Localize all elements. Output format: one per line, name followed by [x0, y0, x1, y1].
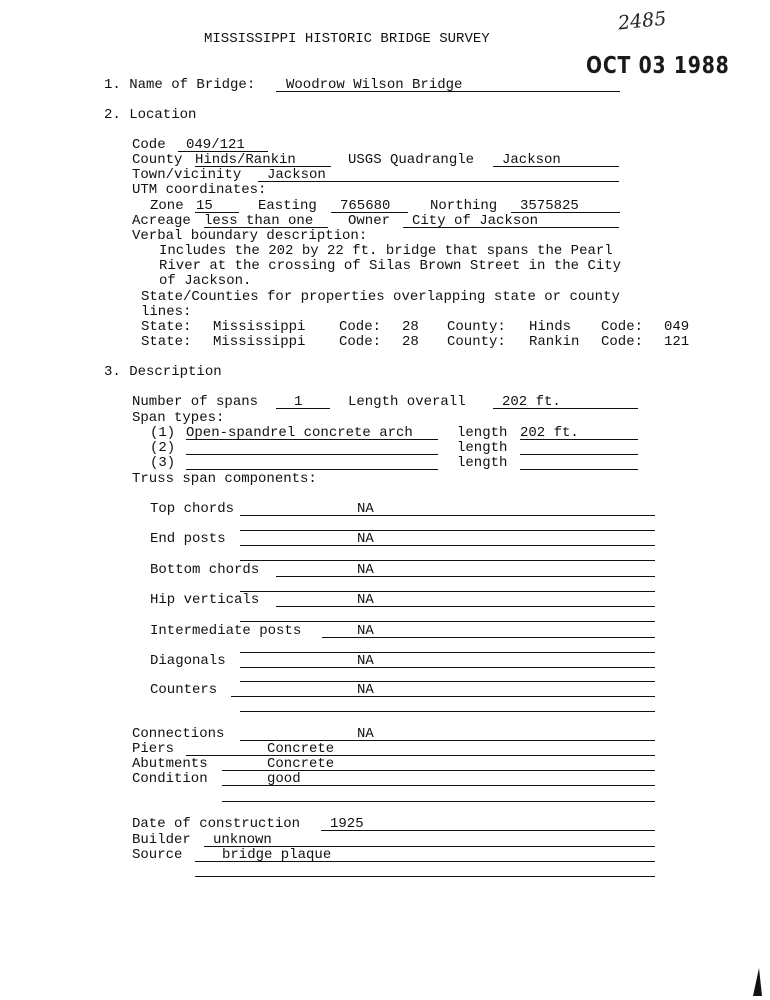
section-3-label: 3. Description — [104, 364, 222, 380]
source-value: bridge plaque — [222, 847, 332, 863]
northing-value: 3575825 — [520, 198, 579, 214]
truss-underline — [276, 606, 655, 607]
truss-underline — [240, 545, 655, 546]
truss-component-value: NA — [357, 682, 374, 698]
span-length-label: length — [457, 455, 508, 471]
town-value: Jackson — [267, 167, 326, 183]
section-2-label: 2. Location — [104, 107, 197, 123]
state-row-state: Mississippi — [213, 319, 306, 335]
state-row-state-label: State: — [141, 319, 192, 335]
truss-component-value: NA — [357, 653, 374, 669]
state-row-county-label: County: — [447, 334, 506, 350]
spans-underline — [276, 408, 330, 409]
span-type-number: (2) — [150, 440, 176, 456]
acreage-label: Acreage — [132, 213, 191, 229]
date-label: Date of construction — [132, 816, 301, 832]
truss-component-label: Counters — [150, 682, 218, 698]
truss-underline — [240, 591, 655, 592]
section-1-label: 1. Name of Bridge: — [104, 77, 256, 93]
boundary-line: of Jackson. — [159, 273, 252, 289]
bridge-name-value: Woodrow Wilson Bridge — [286, 77, 463, 93]
span-type-number: (3) — [150, 455, 176, 471]
truss-underline — [240, 711, 655, 712]
builder-value: unknown — [213, 832, 272, 848]
state-row-county: Rankin — [529, 334, 580, 350]
truss-component-value: NA — [357, 562, 374, 578]
utm-label: UTM coordinates: — [132, 182, 267, 198]
span-type-underline — [186, 439, 438, 440]
truss-underline — [240, 652, 655, 653]
county-value: Hinds/Rankin — [195, 152, 296, 168]
town-label: Town/vicinity — [132, 167, 242, 183]
boundary-line: River at the crossing of Silas Brown Street in the City — [159, 258, 622, 274]
state-row-code-label: Code: — [339, 319, 382, 335]
span-type-underline — [186, 454, 438, 455]
zone-value: 15 — [196, 198, 213, 214]
usgs-underline — [493, 166, 619, 167]
boundary-label: Verbal boundary description: — [132, 228, 368, 244]
source-underline — [195, 861, 655, 862]
easting-label: Easting — [258, 198, 317, 214]
span-length-value: 202 ft. — [520, 425, 579, 441]
state-row-state: Mississippi — [213, 334, 306, 350]
truss-component-label: End posts — [150, 531, 226, 547]
builder-label: Builder — [132, 832, 191, 848]
piers-value: Concrete — [267, 741, 335, 757]
town-underline — [258, 181, 619, 182]
usgs-label: USGS Quadrangle — [348, 152, 475, 168]
state-row-county-label: County: — [447, 319, 506, 335]
usgs-value: Jackson — [502, 152, 561, 168]
truss-component-value: NA — [357, 623, 374, 639]
easting-value: 765680 — [340, 198, 391, 214]
overlap-label: lines: — [141, 304, 192, 320]
truss-component-value: NA — [357, 531, 374, 547]
condition-label: Condition — [132, 771, 208, 787]
abutments-label: Abutments — [132, 756, 208, 772]
condition-underline — [222, 801, 655, 802]
county-label: County — [132, 152, 183, 168]
state-row-code-label: Code: — [339, 334, 382, 350]
truss-component-value: NA — [357, 592, 374, 608]
date-underline — [321, 830, 655, 831]
abutments-value: Concrete — [267, 756, 335, 772]
form-title: MISSISSIPPI HISTORIC BRIDGE SURVEY — [204, 31, 490, 47]
acreage-value: less than one — [204, 213, 314, 229]
truss-component-value: NA — [357, 501, 374, 517]
northing-label: Northing — [430, 198, 498, 214]
truss-underline — [240, 681, 655, 682]
handwritten-file-number: 2485 — [616, 7, 668, 35]
piers-label: Piers — [132, 741, 175, 757]
span-types-label: Span types: — [132, 410, 225, 426]
connections-value: NA — [357, 726, 374, 742]
truss-underline — [240, 560, 655, 561]
truss-component-label: Hip verticals — [150, 592, 260, 608]
truss-underline — [231, 696, 655, 697]
truss-component-label: Top chords — [150, 501, 235, 517]
owner-underline — [403, 227, 619, 228]
truss-component-label: Bottom chords — [150, 562, 260, 578]
scan-edge-mark — [753, 968, 762, 996]
spans-label: Number of spans — [132, 394, 259, 410]
condition-underline — [222, 785, 655, 786]
truss-underline — [240, 515, 655, 516]
truss-label: Truss span components: — [132, 471, 317, 487]
truss-component-label: Intermediate posts — [150, 623, 302, 639]
length-overall-value: 202 ft. — [502, 394, 561, 410]
overlap-label: State/Counties for properties overlapping state or county — [141, 289, 620, 305]
owner-label: Owner — [348, 213, 391, 229]
piers-underline — [186, 755, 655, 756]
state-row-county: Hinds — [529, 319, 572, 335]
state-row-county-code: 049 — [664, 319, 690, 335]
truss-underline — [240, 530, 655, 531]
code-label: Code — [132, 137, 166, 153]
state-row-county-code-label: Code: — [601, 319, 644, 335]
state-row-state-code: 28 — [402, 319, 419, 335]
state-row-state-code: 28 — [402, 334, 419, 350]
span-length-label: length — [457, 440, 508, 456]
boundary-line: Includes the 202 by 22 ft. bridge that spans the Pearl — [159, 243, 613, 259]
truss-underline — [240, 621, 655, 622]
truss-underline — [276, 576, 655, 577]
truss-component-label: Diagonals — [150, 653, 226, 669]
owner-value: City of Jackson — [412, 213, 539, 229]
span-length-underline — [520, 439, 638, 440]
connections-label: Connections — [132, 726, 225, 742]
zone-label: Zone — [150, 198, 184, 214]
bridge-name-underline — [276, 91, 620, 92]
state-row-county-code-label: Code: — [601, 334, 644, 350]
spans-value: 1 — [294, 394, 303, 410]
truss-underline — [322, 637, 655, 638]
received-date-stamp: OCT 03 1988 — [586, 53, 730, 79]
code-value: 049/121 — [186, 137, 245, 153]
source-label: Source — [132, 847, 183, 863]
span-type-underline — [186, 469, 438, 470]
span-type-number: (1) — [150, 425, 176, 441]
truss-underline — [240, 667, 655, 668]
state-row-county-code: 121 — [664, 334, 690, 350]
state-row-state-label: State: — [141, 334, 192, 350]
span-length-label: length — [457, 425, 508, 441]
span-length-underline — [520, 454, 638, 455]
source-underline — [195, 876, 655, 877]
condition-value: good — [267, 771, 301, 787]
length-overall-underline — [493, 408, 638, 409]
date-value: 1925 — [330, 816, 364, 832]
length-overall-label: Length overall — [348, 394, 466, 410]
span-length-underline — [520, 469, 638, 470]
span-type-value: Open-spandrel concrete arch — [186, 425, 413, 441]
